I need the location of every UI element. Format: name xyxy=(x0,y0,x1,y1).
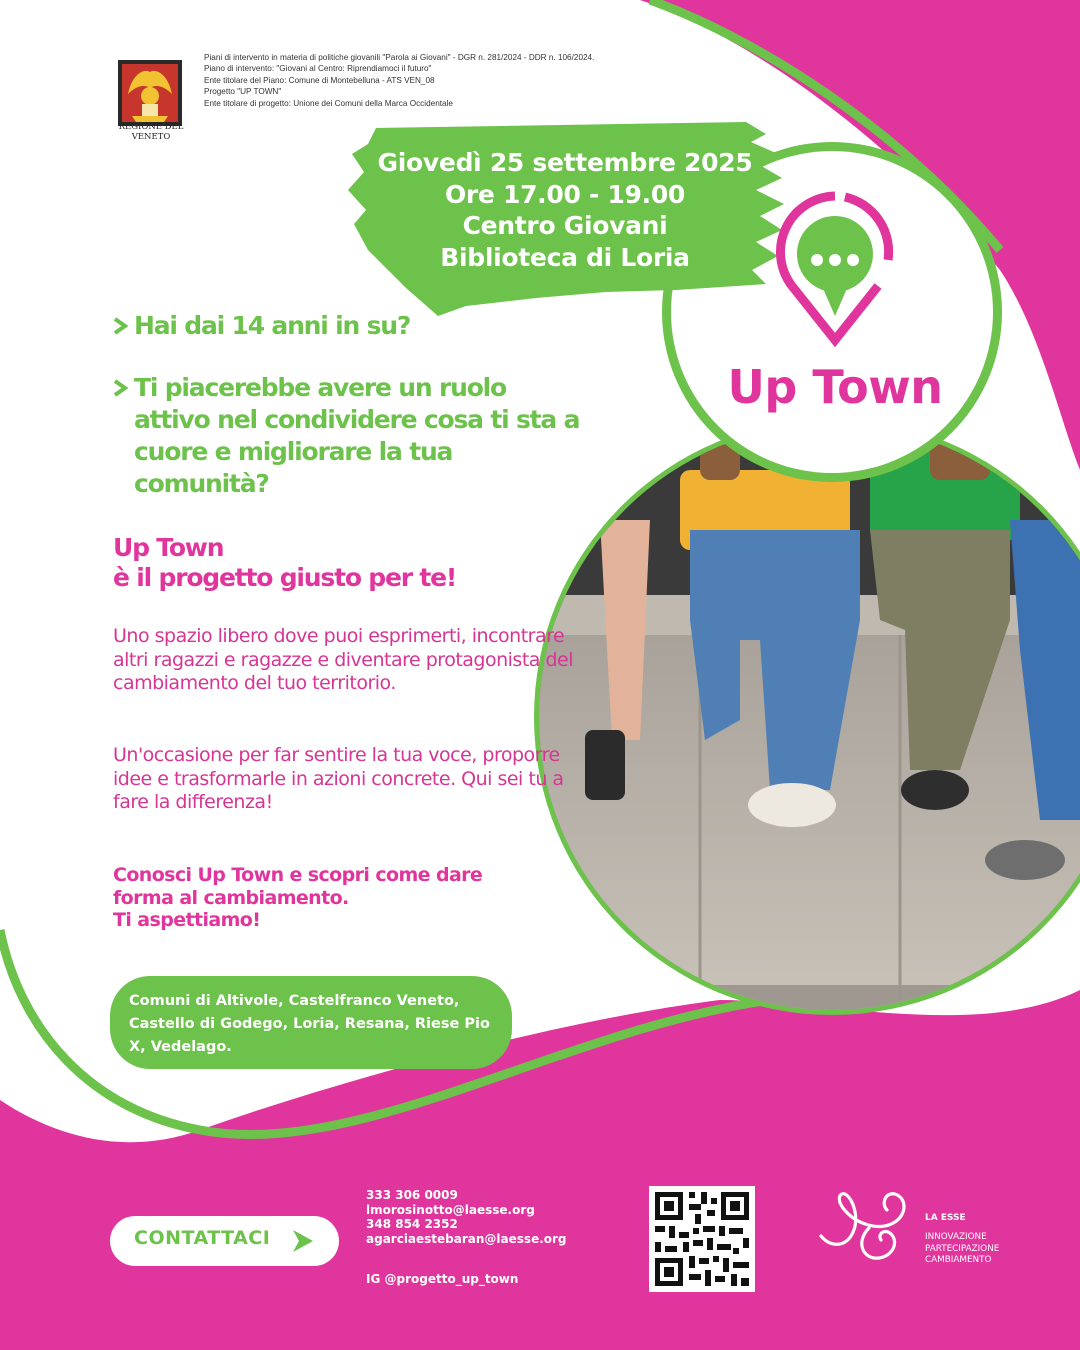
org-tag-line: PARTECIPAZIONE xyxy=(925,1243,1000,1254)
email-address[interactable]: lmorosinotto@laesse.org xyxy=(366,1202,535,1217)
chat-location-pin-icon xyxy=(770,190,900,350)
contact-details xyxy=(366,1188,567,1246)
qr-code-icon[interactable] xyxy=(649,1186,755,1292)
org-tag-line: INNOVAZIONE xyxy=(925,1232,987,1242)
play-arrow-icon[interactable] xyxy=(290,1227,316,1255)
region-name: REGIONE DEL VENETO xyxy=(118,122,184,142)
header-line: Ente titolare del Piano: Comune di Montebelluna - ATS VEN_08 xyxy=(204,75,435,85)
org-tagline xyxy=(925,1232,999,1267)
phone-number[interactable]: 348 854 2352 xyxy=(366,1217,458,1231)
event-venue: Biblioteca di Loria xyxy=(440,242,690,272)
question-role xyxy=(113,372,583,500)
header-line: Piani di intervento in materia di politiche giovanili "Parola ai Giovani" - DGR n. 281/2024 - DDR n. 106/2024. xyxy=(204,53,595,62)
brand-name: Up Town xyxy=(727,360,943,414)
question-age xyxy=(113,310,583,342)
pitch-heading xyxy=(113,533,573,593)
cta-line: Ti aspettiamo! xyxy=(113,909,261,931)
chevron-right-icon xyxy=(113,372,129,404)
event-date: Giovedì 25 settembre 2025 xyxy=(377,148,753,177)
cta-line: forma al cambiamento. xyxy=(113,886,349,909)
org-name: LA ESSE xyxy=(925,1213,966,1223)
phone-number[interactable]: 333 306 0009 xyxy=(366,1188,458,1202)
header-legal-text xyxy=(204,52,724,109)
event-time: Ore 17.00 - 19.00 xyxy=(444,179,686,209)
email-address[interactable]: agarciaestebaran@laesse.org xyxy=(366,1231,567,1246)
description-paragraph: Uno spazio libero dove puoi esprimerti, incontrare altri ragazzi e ragazze e diventare protagonista del cambiamento del tuo territorio. xyxy=(113,625,573,694)
pitch-line: è il progetto giusto per te! xyxy=(113,563,457,592)
la-esse-logo-icon xyxy=(815,1184,917,1268)
event-details xyxy=(355,147,775,273)
question-text: Hai dai 14 anni in su? xyxy=(134,311,411,340)
call-to-action xyxy=(113,864,593,932)
header-line: Piano di intervento: "Giovani al Centro: Riprendiamoci il futuro" xyxy=(204,64,432,74)
instagram-handle[interactable]: IG @progetto_up_town xyxy=(366,1272,519,1286)
pitch-line: Up Town xyxy=(113,533,224,562)
header-line: Progetto "UP TOWN" xyxy=(204,87,282,97)
org-tag-line: CAMBIAMENTO xyxy=(925,1255,992,1265)
event-place: Centro Giovani xyxy=(462,211,668,240)
chevron-right-icon xyxy=(113,310,129,342)
towns-text: Comuni di Altivole, Castelfranco Veneto, Castello di Godego, Loria, Resana, Riese Pio X, Vedelago. xyxy=(129,993,490,1055)
cta-line: Conosci Up Town e scopri come dare xyxy=(113,864,483,886)
contact-button-label[interactable]: CONTATTACI xyxy=(134,1227,271,1249)
question-text: Ti piacerebbe avere un ruolo attivo nel condividere cosa ti sta a cuore e migliorare la tua comunità? xyxy=(134,373,580,498)
description-paragraph: Un'occasione per far sentire la tua voce, proporre idee e trasformarle in azioni concrete. Qui sei tu a fare la differenza! xyxy=(113,744,564,813)
header-line: Ente titolare di progetto: Unione dei Comuni della Marca Occidentale xyxy=(204,98,453,108)
